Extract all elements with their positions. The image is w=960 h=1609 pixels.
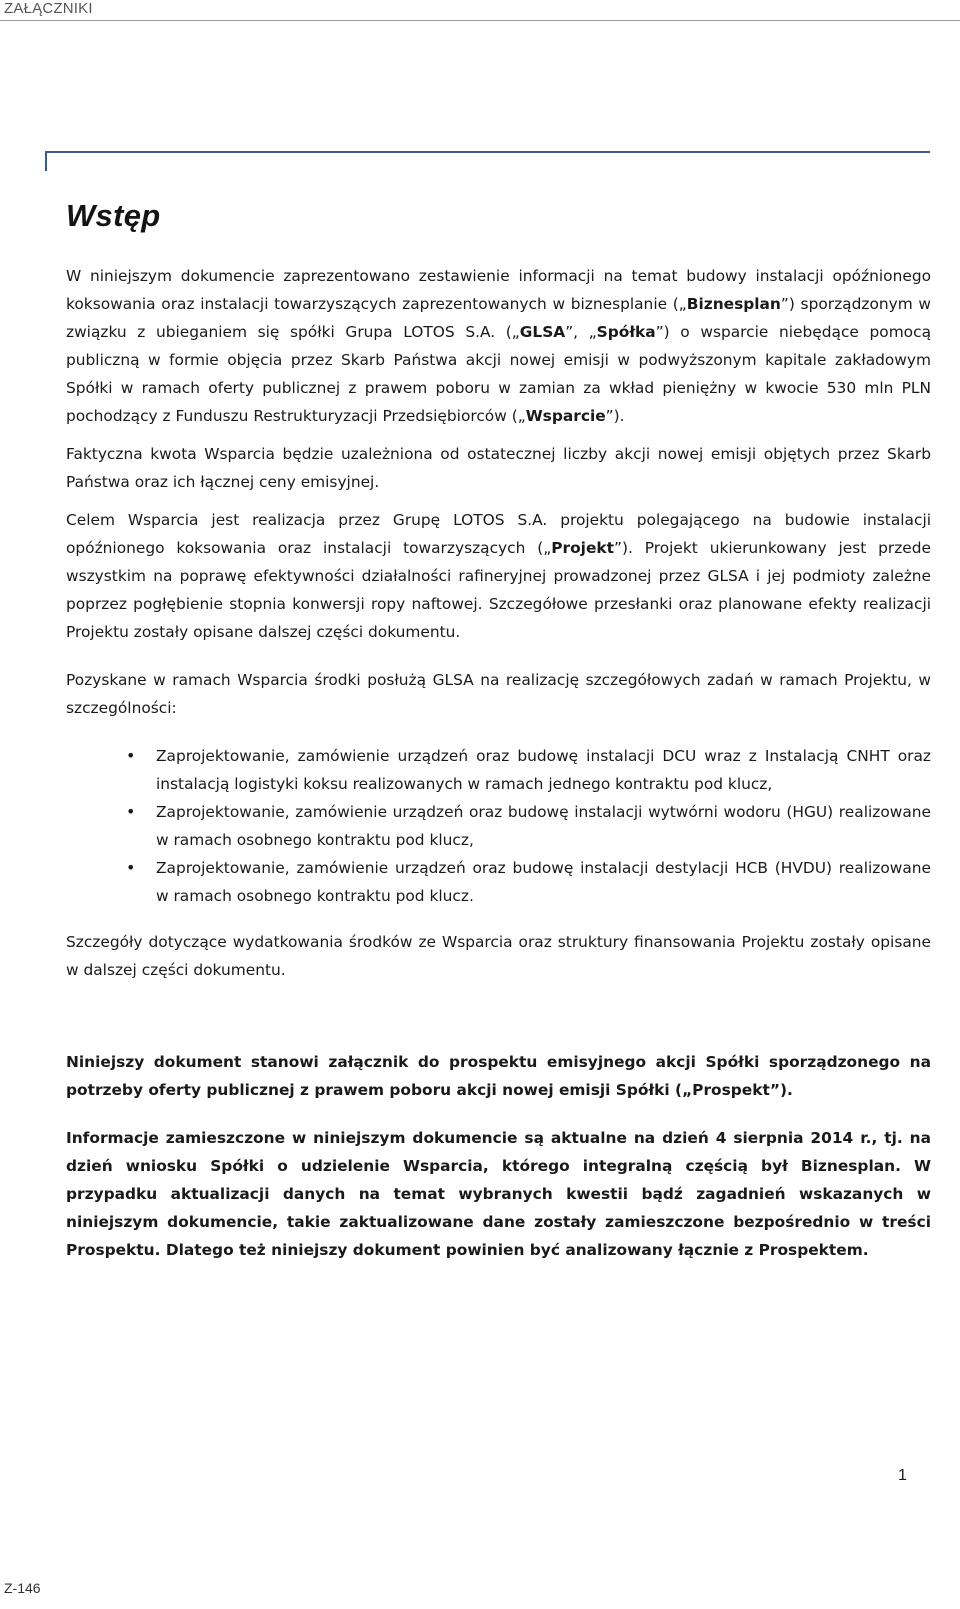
footer-page-code: Z-146 <box>4 1580 41 1596</box>
intro-text-3: ”, „ <box>565 323 597 341</box>
term-biznesplan: Biznesplan <box>686 295 781 313</box>
section-frame-top-border <box>45 151 930 153</box>
list-item <box>126 854 931 910</box>
intro-paragraph <box>66 262 931 430</box>
list-item-text: Zaprojektowanie, zamówienie urządzeń oraz budowę instalacji wytwórni wodoru (HGU) realizowane w ramach osobnego kontraktu pod klucz, <box>156 803 931 849</box>
prospectus-annex-notice: Niniejszy dokument stanowi załącznik do prospektu emisyjnego akcji Spółki sporządzonego na potrzeby oferty publicznej z prawem poboru akcji nowej emisji Spółki („Prospekt”). <box>66 1053 931 1099</box>
document-body <box>66 262 931 1274</box>
goal-text-1: Celem Wsparcia jest realizacja przez Grupę LOTOS S.A. projektu polegającego na budowie instalacji opóźnionego koksowania oraz instalacji towarzyszących („ <box>66 511 931 557</box>
intro-text-5: ”). <box>605 407 625 425</box>
intro-text-2: ”) sporządzonym w związku z ubieganiem się spółki Grupa LOTOS S.A. („ <box>66 295 931 341</box>
details-paragraph: Szczegóły dotyczące wydatkowania środków ze Wsparcia oraz struktury finansowania Projektu zostały opisane w dalszej części dokumentu. <box>66 933 931 979</box>
section-frame-left-border <box>45 151 47 171</box>
information-date-notice: Informacje zamieszczone w niniejszym dokumencie są aktualne na dzień 4 sierpnia 2014 r., tj. na dzień wniosku Spółki o udzielenie Wsparcia, którego integralną częścią był Biznesplan. W przypadku aktualizacji danych na temat wybranych kwestii bądź zagadnień wskazanych w niniejszym dokumencie, takie zaktualizowane dane zostały zamieszczone bezpośrednio w treści Prospektu. Dlatego też niniejszy dokument powinien być analizowany łącznie z Prospektem. <box>66 1129 931 1259</box>
intro-text-4: ”) o wsparcie niebędące pomocą publiczną w formie objęcia przez Skarb Państwa akcji nowej emisji w podwyższonym kapitale zakładowym Spółki w ramach oferty publicznej z prawem poboru w zamian za wkład pieniężny w kwocie 530 mln PLN pochodzący z Funduszu Restrukturyzacji Przedsiębiorców („ <box>66 323 931 425</box>
task-list <box>66 742 931 910</box>
term-wsparcie: Wsparcie <box>525 407 606 425</box>
term-projekt: Projekt <box>551 539 614 557</box>
header-divider <box>0 20 960 21</box>
funds-usage-paragraph: Pozyskane w ramach Wsparcia środki posłużą GLSA na realizację szczegółowych zadań w ramach Projektu, w szczególności: <box>66 671 931 717</box>
page-number: 1 <box>898 1467 907 1484</box>
spacer <box>66 994 931 1048</box>
support-amount-paragraph: Faktyczna kwota Wsparcia będzie uzależniona od ostatecznej liczby akcji nowej emisji objętych przez Skarb Państwa oraz ich łącznej ceny emisyjnej. <box>66 445 931 491</box>
bullet-icon: • <box>126 802 136 821</box>
list-item <box>126 742 931 798</box>
term-spolka: Spółka <box>596 323 656 341</box>
intro-text-1: W niniejszym dokumencie zaprezentowano zestawienie informacji na temat budowy instalacji opóźnionego koksowania oraz instalacji towarzyszących zaprezentowanych w biznesplanie („ <box>66 267 931 313</box>
page-title: Wstęp <box>66 198 161 233</box>
project-goal-paragraph <box>66 506 931 646</box>
list-item-text: Zaprojektowanie, zamówienie urządzeń oraz budowę instalacji DCU wraz z Instalacją CNHT oraz instalacją logistyki koksu realizowanych w ramach jednego kontraktu pod klucz, <box>156 747 931 793</box>
list-item-text: Zaprojektowanie, zamówienie urządzeń oraz budowę instalacji destylacji HCB (HVDU) realizowane w ramach osobnego kontraktu pod klucz. <box>156 859 931 905</box>
bullet-icon: • <box>126 858 136 877</box>
list-item <box>126 798 931 854</box>
bullet-icon: • <box>126 746 136 765</box>
header-section-label: ZAŁĄCZNIKI <box>4 0 93 17</box>
term-glsa: GLSA <box>519 323 566 341</box>
goal-text-2: ”). Projekt ukierunkowany jest przede wszystkim na poprawę efektywności działalności rafineryjnej prowadzonej przez GLSA i jej podmioty zależne poprzez pogłębienie stopnia konwersji ropy naftowej. Szczegółowe przesłanki oraz planowane efekty realizacji Projektu zostały opisane dalszej części dokumentu. <box>66 539 932 641</box>
